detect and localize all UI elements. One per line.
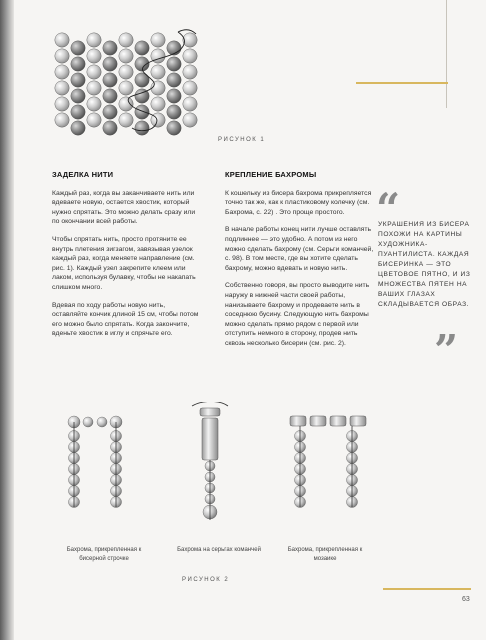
pull-quote-text: УКРАШЕНИЯ ИЗ БИСЕРА ПОХОЖИ НА КАРТИНЫ ХУДОЖНИКА-ПУАНТИЛИСТА. КАЖДАЯ БИСЕРИНКА — ЭТО ЦВЕТОВОЕ ПЯТНО, И ИЗ МНОЖЕСТВА ПЯТЕН НА ВАШИХ ГЛАЗАХ СКЛАДЫВАЕТСЯ ОБРАЗ. xyxy=(378,221,471,308)
vertical-rule xyxy=(446,0,447,108)
bead xyxy=(103,121,117,135)
bead xyxy=(183,65,197,79)
bead xyxy=(87,113,101,127)
bead xyxy=(183,81,197,95)
fringe-thread xyxy=(74,422,116,507)
gold-rule-top xyxy=(356,82,448,84)
left-column xyxy=(52,170,200,347)
bead xyxy=(167,105,181,119)
bead xyxy=(55,113,69,127)
bead xyxy=(55,49,69,63)
bead xyxy=(183,33,197,47)
bead xyxy=(71,105,85,119)
left-paragraph: Чтобы спрятать нить, просто протяните ее внутрь плетения зигзагом, завязывая узелок каждый раз, когда меняете направление (см. рис. 1). Каждый узел закрепите клеем или лаком, используя булавку, чтобы не накапать слишком много. xyxy=(52,235,196,291)
book-binding-shadow xyxy=(0,0,14,640)
middle-column xyxy=(225,170,375,357)
bead xyxy=(167,121,181,135)
bead xyxy=(135,73,149,87)
bugle-bead xyxy=(330,416,346,426)
bead xyxy=(167,73,181,87)
bead xyxy=(119,65,133,79)
figure-2-fringe-illustration xyxy=(52,402,382,542)
bead xyxy=(71,121,85,135)
bead xyxy=(135,41,149,55)
bugle-bead xyxy=(310,416,326,426)
bead xyxy=(151,65,165,79)
bead xyxy=(103,89,117,103)
bead xyxy=(183,49,197,63)
fringe-bead xyxy=(83,417,93,427)
bead xyxy=(71,57,85,71)
bead xyxy=(71,89,85,103)
figure-1-bead-weave-illustration xyxy=(52,28,212,136)
middle-paragraph: К кошельку из бисера бахрома прикрепляется точно так же, как к пластиковому колечку (см. Бахрома, с. 22) . Это проще простого. xyxy=(225,189,372,216)
bead xyxy=(119,33,133,47)
bead xyxy=(87,33,101,47)
bead xyxy=(135,105,149,119)
page-number: 63 xyxy=(462,596,470,603)
bead xyxy=(151,33,165,47)
bead xyxy=(167,57,181,71)
bead xyxy=(55,81,69,95)
bead xyxy=(71,73,85,87)
middle-column-heading: КРЕПЛЕНИЕ БАХРОМЫ xyxy=(225,170,317,179)
left-paragraph: Вдевая по ходу работы новую нить, оставляйте кончик длиной 15 см, чтобы потом его можно было спрятать. Когда закончите, вденьте хвостик в иглу и спрячьте его. xyxy=(52,301,199,338)
bugle-bead xyxy=(200,408,220,416)
figure-2-caption: Бахрома, прикрепленная к бисерной строчке xyxy=(66,547,142,562)
bead xyxy=(87,97,101,111)
left-paragraph: Каждый раз, когда вы заканчиваете нить или вдеваете новую, остается хвостик, который нужно спрятать. Это можно делать сразу или по окончании всей работы. xyxy=(52,189,196,226)
middle-paragraph: Собственно говоря, вы просто выводите нить наружу в нижней части своей работы, нанизываете бахрому и продеваете нить в соседнюю бусину. Следующую нить бахромы можно сделать прямо рядом с первой или отступить немного в сторону, продев нить сквозь несколько бисерин (см. рис. 2). xyxy=(225,282,370,347)
bead xyxy=(55,97,69,111)
bead xyxy=(103,105,117,119)
figure-1-label: РИСУНОК 1 xyxy=(218,137,266,143)
figure-2-caption: Бахрома на серьгах команчей xyxy=(177,547,261,553)
bead xyxy=(103,57,117,71)
bead xyxy=(87,65,101,79)
bugle-bead xyxy=(350,416,366,426)
fringe-bead xyxy=(97,417,107,427)
bugle-bead xyxy=(202,418,218,460)
gold-rule-bottom xyxy=(383,588,471,590)
open-quote-mark: “ xyxy=(376,184,401,233)
bead xyxy=(119,81,133,95)
bead xyxy=(151,97,165,111)
bead xyxy=(135,121,149,135)
bead xyxy=(87,49,101,63)
bead xyxy=(119,49,133,63)
bead xyxy=(55,65,69,79)
figure-2-caption: Бахрома, прикрепленная к мозаике xyxy=(287,547,363,562)
bead xyxy=(183,113,197,127)
close-quote-mark: ” xyxy=(434,326,459,375)
middle-paragraph: В начале работы конец нити лучше оставлять подлиннее — это удобно. А потом из него можно сделать бахрому (см. Серьги команчей, с. 98). В том месте, где вы хотите сделать бахрому, можно вдевать и новую нить. xyxy=(225,226,374,272)
bugle-bead xyxy=(290,416,306,426)
bead xyxy=(103,41,117,55)
bead xyxy=(119,113,133,127)
figure-2-label: РИСУНОК 2 xyxy=(182,577,230,583)
bead xyxy=(119,97,133,111)
bead xyxy=(71,41,85,55)
left-column-heading: ЗАДЕЛКА НИТИ xyxy=(52,170,114,179)
bead xyxy=(151,81,165,95)
fringe-thread xyxy=(300,426,352,507)
bead xyxy=(87,81,101,95)
bead xyxy=(103,73,117,87)
bead xyxy=(55,33,69,47)
bead xyxy=(167,89,181,103)
bead xyxy=(183,97,197,111)
